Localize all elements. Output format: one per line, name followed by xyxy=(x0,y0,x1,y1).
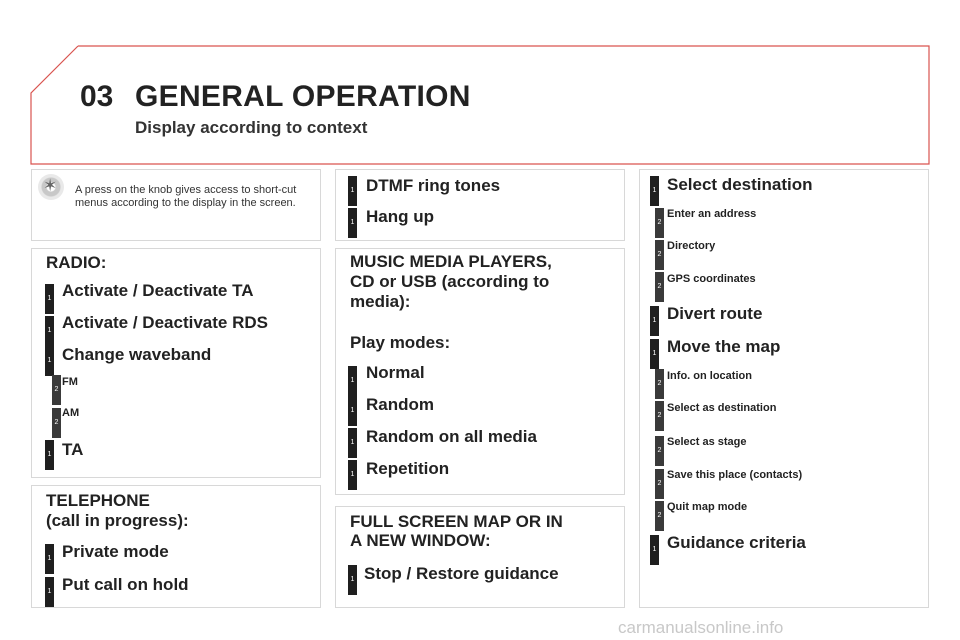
level-badge: 1 xyxy=(45,346,54,376)
radio-item-am[interactable]: AM xyxy=(62,407,80,419)
level-badge: 2 xyxy=(655,436,664,466)
nav-item-enter-address[interactable]: Enter an address xyxy=(667,208,757,220)
level-badge: 2 xyxy=(655,272,664,302)
nav-item-directory[interactable]: Directory xyxy=(667,240,716,252)
music-item-random[interactable]: Random xyxy=(366,395,434,414)
telephone-item-hold[interactable]: Put call on hold xyxy=(62,575,189,594)
telephone-item-private[interactable]: Private mode xyxy=(62,542,169,561)
level-badge: 1 xyxy=(45,284,54,314)
music-heading-line1: MUSIC MEDIA PLAYERS, xyxy=(350,252,552,271)
level-badge: 1 xyxy=(348,396,357,426)
level-badge: 1 xyxy=(45,544,54,574)
fullscreen-heading-line1: FULL SCREEN MAP OR IN xyxy=(350,512,563,531)
radio-item-ta[interactable]: Activate / Deactivate TA xyxy=(62,281,254,300)
level-badge: 1 xyxy=(650,339,659,369)
level-badge: 1 xyxy=(650,535,659,565)
nav-item-select-as-stage[interactable]: Select as stage xyxy=(667,436,747,448)
music-item-random-all[interactable]: Random on all media xyxy=(366,427,537,446)
telephone-heading-line1: TELEPHONE xyxy=(46,491,150,510)
level-badge: 2 xyxy=(655,369,664,399)
play-modes-label: Play modes: xyxy=(350,333,451,352)
page-title: GENERAL OPERATION xyxy=(135,80,471,113)
fullscreen-item-guidance[interactable]: Stop / Restore guidance xyxy=(364,564,559,583)
nav-item-move-map[interactable]: Move the map xyxy=(667,337,781,356)
radio-item-waveband[interactable]: Change waveband xyxy=(62,345,212,364)
level-badge: 2 xyxy=(655,208,664,238)
page-subtitle: Display according to context xyxy=(135,118,368,137)
dtmf-item-hang-up[interactable]: Hang up xyxy=(366,207,434,226)
level-badge: 2 xyxy=(655,401,664,431)
level-badge: 1 xyxy=(650,306,659,336)
music-heading-line3: media): xyxy=(350,292,411,311)
level-badge: 2 xyxy=(52,408,61,438)
radio-item-fm[interactable]: FM xyxy=(62,376,78,388)
nav-item-quit-map[interactable]: Quit map mode xyxy=(667,501,748,513)
fullscreen-heading-line2: A NEW WINDOW: xyxy=(350,531,491,550)
music-item-repetition[interactable]: Repetition xyxy=(366,459,450,478)
music-item-normal[interactable]: Normal xyxy=(366,363,425,382)
level-badge: 1 xyxy=(348,460,357,490)
nav-item-info-location[interactable]: Info. on location xyxy=(667,370,752,382)
nav-item-select-destination[interactable]: Select destination xyxy=(667,175,813,194)
dtmf-item-ring-tones[interactable]: DTMF ring tones xyxy=(366,176,501,195)
level-badge: 1 xyxy=(45,440,54,470)
nav-item-guidance-criteria[interactable]: Guidance criteria xyxy=(667,533,806,552)
level-badge: 2 xyxy=(52,375,61,405)
level-badge: 2 xyxy=(655,501,664,531)
nav-item-select-as-destination[interactable]: Select as destination xyxy=(667,402,777,414)
level-badge: 2 xyxy=(655,240,664,270)
level-badge: 1 xyxy=(348,176,357,206)
level-badge: 2 xyxy=(655,469,664,499)
level-badge: 1 xyxy=(650,176,659,206)
nav-item-divert-route[interactable]: Divert route xyxy=(667,304,763,323)
tip-text: A press on the knob gives access to short-cut menus according to the display in the screen. xyxy=(75,184,297,209)
level-badge: 1 xyxy=(348,366,357,396)
chapter-number: 03 xyxy=(80,80,114,113)
music-heading-line2: CD or USB (according to xyxy=(350,272,550,291)
level-badge: 1 xyxy=(348,208,357,238)
level-badge: 1 xyxy=(45,577,54,607)
nav-item-save-place[interactable]: Save this place (contacts) xyxy=(667,469,803,481)
telephone-heading-line2: (call in progress): xyxy=(46,511,189,530)
radio-item-rds[interactable]: Activate / Deactivate RDS xyxy=(62,313,268,332)
level-badge: 1 xyxy=(45,316,54,346)
radio-heading: RADIO: xyxy=(46,253,107,272)
level-badge: 1 xyxy=(348,428,357,458)
knob-icon xyxy=(38,174,64,200)
nav-item-gps[interactable]: GPS coordinates xyxy=(667,273,756,285)
radio-item-ta-toggle[interactable]: TA xyxy=(62,440,84,459)
watermark: carmanualsonline.info xyxy=(618,618,784,637)
level-badge: 1 xyxy=(348,565,357,595)
